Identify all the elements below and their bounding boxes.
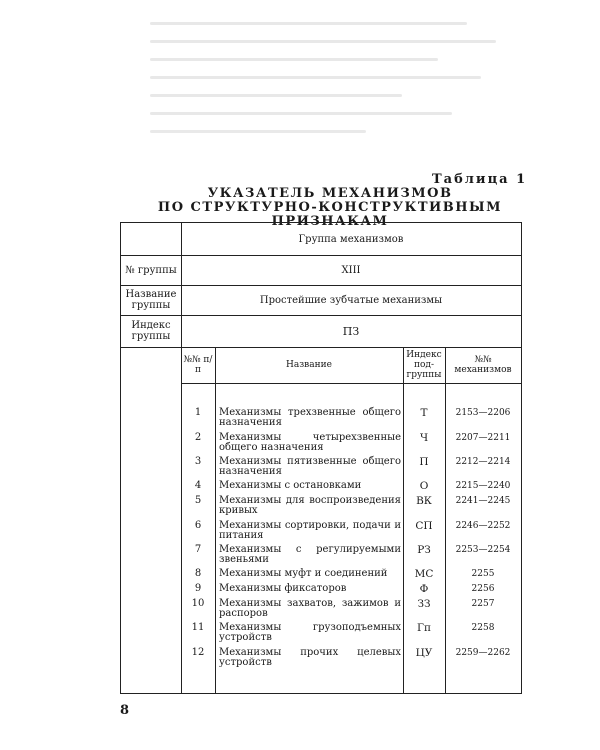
group-header: Группа механизмов	[298, 233, 404, 245]
table-row	[121, 496, 521, 520]
row-number: 6	[194, 520, 202, 531]
row-name: Механизмы для воспроизведения кривых	[219, 495, 401, 516]
row-mechanisms: 2215—2240	[455, 481, 511, 491]
page-number: 8	[120, 703, 130, 718]
group-index-label: Индекс группы	[131, 320, 171, 342]
title-line-2: ПО СТРУКТУРНО-КОНСТРУКТИВНЫМ ПРИЗНАКАМ	[157, 200, 503, 229]
row-mechanisms: 2153—2206	[455, 408, 511, 418]
row-number: 4	[194, 480, 202, 491]
table-row	[121, 521, 521, 545]
row-mechanisms: 2256	[471, 584, 495, 594]
row-index: Гп	[417, 622, 431, 634]
row-mechanisms: 2255	[471, 569, 495, 579]
row-number: 11	[191, 622, 205, 633]
row-name: Механизмы прочих целевых устройств	[219, 647, 401, 668]
table-label: Таблица 1	[432, 172, 528, 187]
row-index: ЦУ	[415, 647, 433, 659]
row-name: Механизмы четырехзвенные общего назначения	[219, 432, 401, 453]
row-number: 9	[194, 583, 202, 594]
row-number: 8	[194, 568, 202, 579]
bleed-through-text	[150, 22, 510, 142]
row-number: 7	[194, 544, 202, 555]
column-header-num: №№ п/п	[183, 355, 213, 375]
table-row	[121, 599, 521, 623]
row-mechanisms: 2212—2214	[455, 457, 511, 467]
row-index: Ч	[419, 432, 429, 444]
row-name: Механизмы трехзвенные общего назначения	[219, 407, 401, 428]
row-number: 3	[194, 456, 202, 467]
row-mechanisms: 2253—2254	[455, 545, 511, 555]
column-header-mechanisms: №№ механизмов	[454, 355, 512, 375]
row-name: Механизмы грузоподъемных устройств	[219, 622, 401, 643]
table-row	[121, 457, 521, 481]
row-name: Механизмы захватов, зажимов и распоров	[219, 598, 401, 619]
row-mechanisms: 2241—2245	[455, 496, 511, 506]
row-number: 12	[191, 647, 205, 658]
group-number-value: XIII	[341, 264, 361, 276]
column-header-name: Название	[286, 360, 332, 370]
group-name-label: Название группы	[125, 289, 177, 311]
row-mechanisms: 2246—2252	[455, 521, 511, 531]
row-name: Механизмы фиксаторов	[219, 583, 347, 594]
table-row	[121, 648, 521, 672]
row-index: О	[419, 480, 429, 492]
row-index: Т	[420, 407, 428, 419]
row-number: 2	[194, 432, 202, 443]
row-number: 10	[191, 598, 205, 609]
column-header-index: Индекс под-группы	[406, 350, 442, 380]
row-index: П	[419, 456, 429, 468]
row-index: ВК	[416, 495, 432, 507]
row-name: Механизмы муфт и соединений	[219, 568, 388, 579]
row-name: Механизмы сортировки, подачи и питания	[219, 520, 401, 541]
table-row	[121, 623, 521, 647]
row-name: Механизмы пятизвенные общего назначения	[219, 456, 401, 477]
row-mechanisms: 2259—2262	[455, 648, 511, 658]
row-index: РЗ	[417, 544, 431, 556]
group-name-value: Простейшие зубчатые механизмы	[259, 294, 443, 306]
row-number: 1	[194, 407, 202, 418]
row-number: 5	[194, 495, 202, 506]
row-index: СП	[415, 520, 433, 532]
row-mechanisms: 2257	[471, 599, 495, 609]
group-number-label: № группы	[125, 264, 177, 276]
row-name: Механизмы с регулируемыми звеньями	[219, 544, 401, 565]
mechanism-index-table	[120, 222, 522, 694]
group-index-value: ПЗ	[342, 324, 360, 338]
row-name: Механизмы с остановками	[219, 480, 362, 491]
table-row	[121, 433, 521, 457]
table-row	[121, 545, 521, 569]
table-row	[121, 408, 521, 432]
title-line-1: УКАЗАТЕЛЬ МЕХАНИЗМОВ	[207, 186, 453, 201]
row-divider	[181, 383, 521, 384]
row-index: ЗЗ	[417, 598, 431, 610]
row-index: МС	[414, 568, 434, 580]
row-mechanisms: 2207—2211	[455, 433, 511, 443]
row-index: Ф	[419, 583, 429, 595]
row-mechanisms: 2258	[471, 623, 495, 633]
